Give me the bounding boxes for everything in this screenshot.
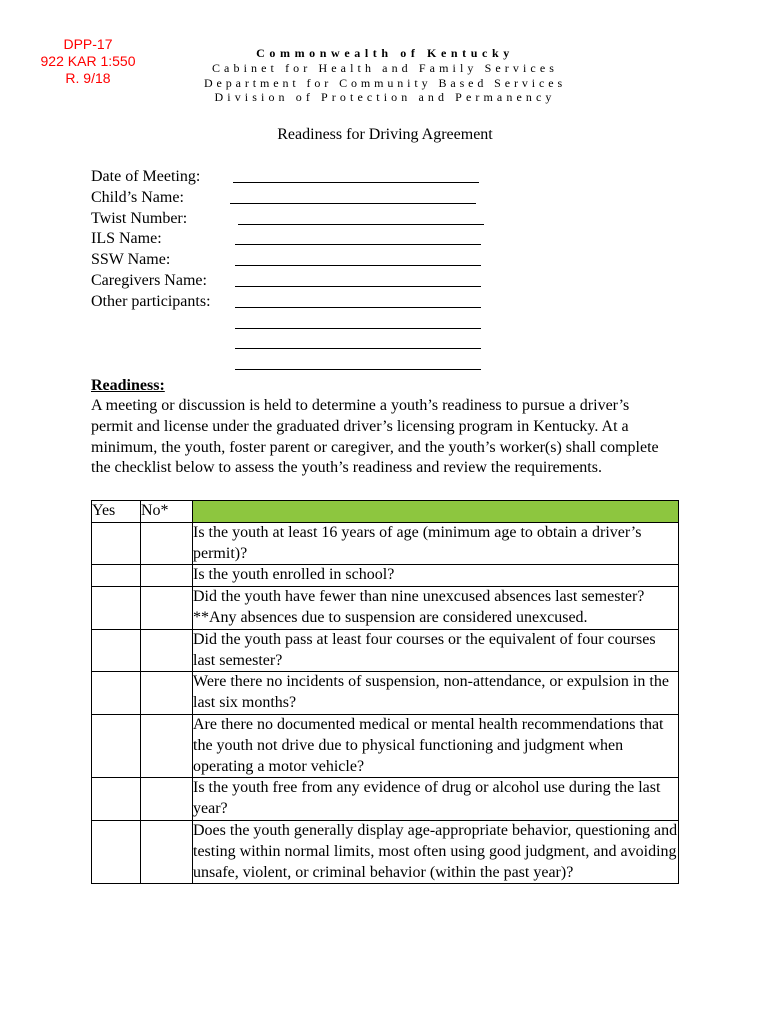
no-checkbox-cell[interactable] (141, 820, 193, 883)
yes-checkbox-cell[interactable] (92, 587, 141, 630)
field-other-participants-extra (91, 354, 511, 375)
readiness-intro (91, 396, 671, 479)
agency-commonwealth: Commonwealth of Kentucky (256, 46, 514, 60)
no-checkbox-cell[interactable] (141, 672, 193, 715)
agency-department: Department for Community Based Services (203, 75, 567, 90)
no-checkbox-cell[interactable] (141, 522, 193, 565)
form-number: DPP-17 (63, 36, 113, 52)
field-childs-name (91, 188, 511, 209)
checklist-question: Is the youth free from any evidence of drug or alcohol use during the last year? (193, 778, 679, 821)
checklist-header-row (92, 501, 679, 523)
revision-date: R. 9/18 (65, 70, 111, 86)
childs-name-input[interactable] (230, 203, 476, 204)
field-label: Date of Meeting: (91, 168, 201, 185)
agency-header (150, 46, 620, 105)
field-other-participants-extra (91, 333, 511, 354)
yes-checkbox-cell[interactable] (92, 672, 141, 715)
yes-column-header: Yes (92, 501, 141, 523)
no-checkbox-cell[interactable] (141, 587, 193, 630)
meeting-fields (91, 167, 511, 375)
checklist-question: Is the youth at least 16 years of age (minimum age to obtain a driver’s permit)? (193, 522, 679, 565)
field-label: SSW Name: (91, 251, 171, 269)
field-date-of-meeting (91, 167, 511, 188)
field-caregivers-name (91, 271, 511, 292)
regulation-number: 922 KAR 1:550 (40, 53, 136, 69)
field-ils-name (91, 229, 511, 250)
field-label: Caregivers Name: (91, 271, 207, 289)
no-checkbox-cell[interactable] (141, 778, 193, 821)
ils-name-input[interactable] (235, 244, 481, 245)
checklist-question: Did the youth pass at least four courses or the equivalent of four courses last semester? (193, 629, 679, 672)
yes-checkbox-cell[interactable] (92, 565, 141, 587)
readiness-checklist (91, 500, 679, 884)
form-code (28, 36, 148, 87)
caregivers-name-input[interactable] (235, 286, 481, 287)
checklist-question: Does the youth generally display age-appropriate behavior, questioning and testing within normal limits, most often using good judgment, and avoiding unsafe, violent, or criminal behavior (within the past year)? (193, 820, 679, 883)
field-label: Child’s Name: (91, 188, 184, 206)
checklist-question: Are there no documented medical or mental health recommendations that the youth not drive due to physical functioning and judgment when operating a motor vehicle? (193, 714, 679, 777)
page-title: Readiness for Driving Agreement (277, 126, 493, 143)
yes-checkbox-cell[interactable] (92, 714, 141, 777)
no-column-header: No* (141, 501, 193, 523)
readiness-paragraph: A meeting or discussion is held to determine a youth’s readiness to pursue a driver’s permit and license under the graduated driver’s licensing program in Kentucky. At a minimum, the youth, foster parent or caregiver, and the youth’s worker(s) shall complete the checklist below to assess the youth’s readiness and review the requirements. (91, 397, 659, 477)
twist-number-input[interactable] (238, 224, 484, 225)
checklist-row (92, 587, 679, 630)
agency-cabinet: Cabinet for Health and Family Services (211, 60, 559, 75)
checklist-question: Were there no incidents of suspension, non-attendance, or expulsion in the last six months? (193, 672, 679, 715)
field-ssw-name (91, 250, 511, 271)
other-participants-input[interactable] (235, 348, 481, 349)
agency-division: Division of Protection and Permanency (214, 90, 556, 105)
yes-checkbox-cell[interactable] (92, 820, 141, 883)
date-of-meeting-input[interactable] (233, 182, 479, 183)
field-label: Other participants: (91, 292, 211, 310)
ssw-name-input[interactable] (235, 265, 481, 266)
field-twist-number (91, 209, 511, 230)
checklist-question: Did the youth have fewer than nine unexcused absences last semester? **Any absences due to suspension are considered unexcused. (193, 587, 679, 630)
other-participants-input[interactable] (235, 307, 481, 308)
other-participants-input[interactable] (235, 369, 481, 370)
yes-checkbox-cell[interactable] (92, 629, 141, 672)
field-label: ILS Name: (91, 230, 162, 248)
field-other-participants (91, 292, 511, 313)
no-checkbox-cell[interactable] (141, 565, 193, 587)
checklist-row (92, 522, 679, 565)
checklist-row (92, 629, 679, 672)
checklist-row (92, 672, 679, 715)
other-participants-input[interactable] (235, 328, 481, 329)
yes-checkbox-cell[interactable] (92, 778, 141, 821)
checklist-question: Is the youth enrolled in school? (193, 565, 679, 587)
field-other-participants-extra (91, 313, 511, 334)
readiness-heading: Readiness: (91, 377, 165, 394)
checklist-row (92, 820, 679, 883)
question-column-header (193, 501, 679, 523)
yes-checkbox-cell[interactable] (92, 522, 141, 565)
field-label: Twist Number: (91, 209, 188, 227)
checklist-row (92, 565, 679, 587)
checklist-row (92, 778, 679, 821)
no-checkbox-cell[interactable] (141, 629, 193, 672)
checklist-row (92, 714, 679, 777)
no-checkbox-cell[interactable] (141, 714, 193, 777)
